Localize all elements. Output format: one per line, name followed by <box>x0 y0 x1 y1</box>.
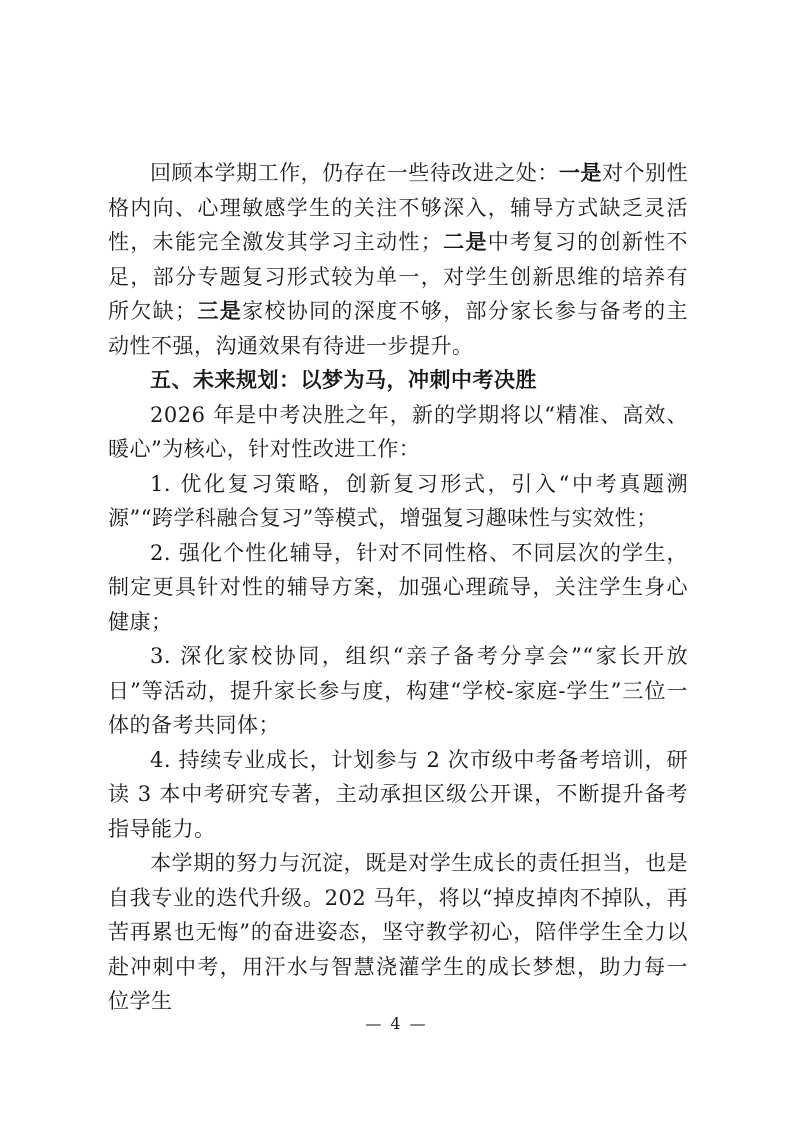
section-heading: 五、未来规划：以梦为马，冲刺中考决胜 <box>150 367 537 392</box>
point-three-label: 三是 <box>196 298 243 323</box>
review-paragraph <box>108 156 688 363</box>
plan-item-2: 2. 强化个性化辅导，针对不同性格、不同层次的学生，制定更具针对性的辅导方案，加强心理疏导，关注学生身心健康； <box>108 540 688 634</box>
point-two-label: 二是 <box>442 229 488 254</box>
point-two-text: 中考复习的创新性不足，部分专题复习形式较为单一，对学生创新思维的培养有所欠缺； <box>108 230 689 323</box>
plan-item-1: 1. 优化复习策略，创新复习形式，引入“中考真题溯源”“跨学科融合复习”等模式，增强复习趣味性与实效性； <box>108 471 688 530</box>
point-one-label: 一是 <box>558 160 602 185</box>
plan-item-4: 4. 持续专业成长，计划参与 2 次市级中考备考培训，研读 3 本中考研究专著，主动承担区级公开课，不断提升备考指导能力。 <box>108 747 688 841</box>
plan-intro-paragraph: 2026 年是中考决胜之年，新的学期将以“精准、高效、暖心”为核心，针对性改进工作： <box>108 402 688 461</box>
document-body <box>108 156 688 1019</box>
point-three-text: 家校协同的深度不够，部分家长参与备考的主动性不强，沟通效果有待进一步提升。 <box>108 299 689 358</box>
review-intro-text: 回顾本学期工作，仍存在一些待改进之处： <box>150 161 559 185</box>
point-one-text: 对个别性格内向、心理敏感学生的关注不够深入，辅导方式缺乏灵活性，未能完全激发其学习主动性； <box>108 161 689 254</box>
page-number: — 4 — <box>365 1014 428 1033</box>
plan-item-3: 3. 深化家校协同，组织“亲子备考分享会”“家长开放日”等活动，提升家长参与度，构建“学校-家庭-学生”三位一体的备考共同体； <box>108 644 688 737</box>
closing-paragraph: 本学期的努力与沉淀，既是对学生成长的责任担当，也是自我专业的迭代升级。202 马年，将以“掉皮掉肉不掉队，再苦再累也无悔”的奋进姿态，坚守教学初心，陪伴学生全力以赴冲刺中考，用汗水与智慧浇灌学生的成长梦想，助力每一位学生 <box>108 851 688 1013</box>
